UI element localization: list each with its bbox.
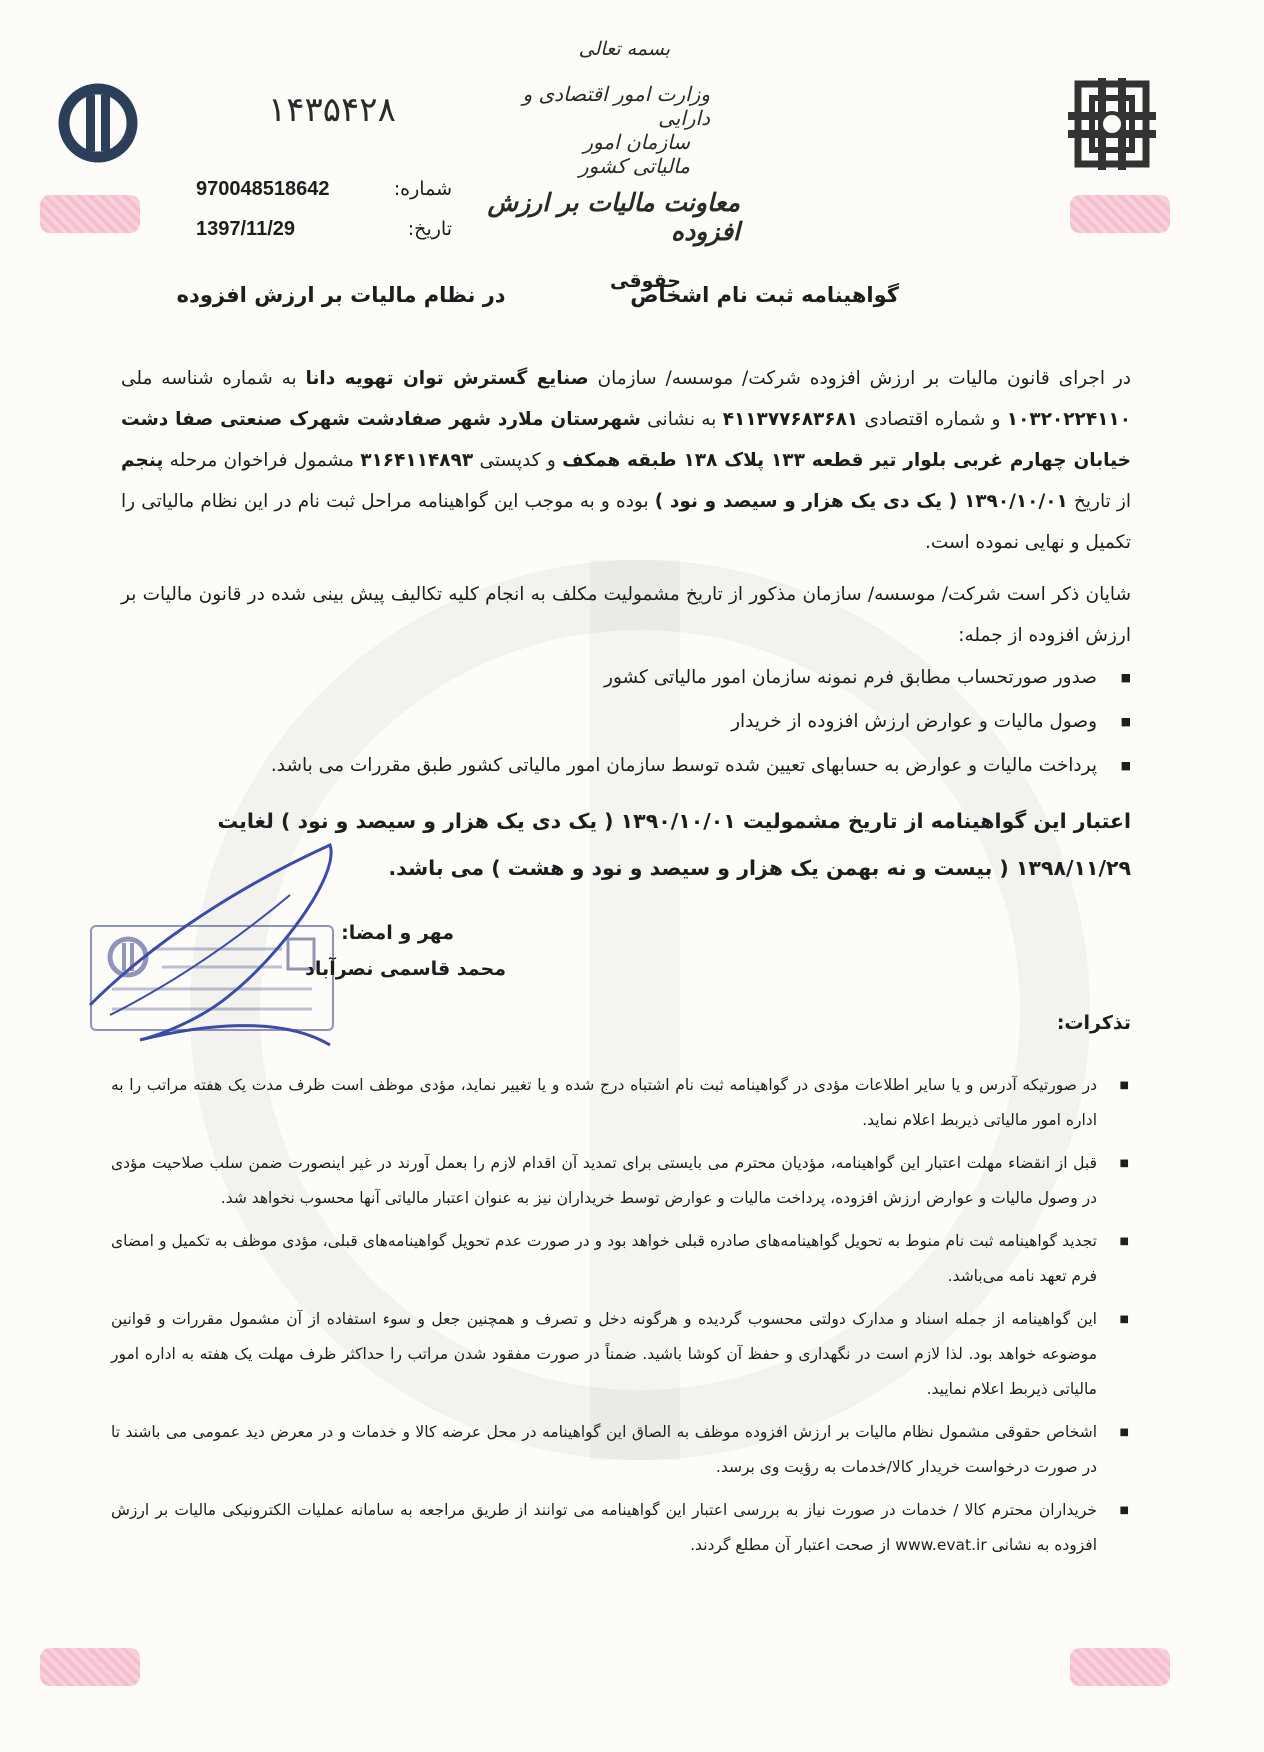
- p1-economic-label: و شماره اقتصادی: [864, 409, 1001, 430]
- list-item: ■ قبل از انقضاء مهلت اعتبار این گواهینامه، مؤدیان محترم می بایستی برای تمدید آن اقدام لازم را بعمل آورند در غیر اینصورت ضمن سلب صلاحیت مؤدی در وصول مالیات و عوارض ارزش افزوده، پرداخت مالیات و عوارض توسط خریداران نیز به عنوان اعتبار مالیاتی آنها محسوب نخواهد شد.: [111, 1146, 1131, 1216]
- obligations-list: [121, 656, 1131, 788]
- registration-paragraph: [121, 358, 1131, 563]
- ministry-emblem-icon: [1068, 78, 1156, 170]
- number-label: شماره:: [393, 178, 452, 200]
- list-item: ■ صدور صورتحساب مطابق فرم نمونه سازمان امور مالیاتی کشور: [121, 656, 1131, 700]
- department-name: معاونت مالیات بر ارزش افزوده: [487, 188, 740, 246]
- list-item: ■ در صورتیکه آدرس و یا سایر اطلاعات مؤدی در گواهینامه ثبت نام اشتباه درج شده و یا تغییر نماید، مؤدی موظف است ظرف مدت یک هفته مراتب را به اداره امور مالیاتی ذیربط اعلام نماید.: [111, 1068, 1131, 1138]
- phase: پنجم: [121, 450, 164, 471]
- tax-organization-logo-icon: [58, 83, 138, 163]
- security-mark-bottom-left: [40, 1648, 140, 1686]
- title-main: گواهینامه ثبت نام اشخاص: [630, 283, 899, 307]
- list-item: ■ اشخاص حقوقی مشمول نظام مالیات بر ارزش افزوده موظف به الصاق این گواهینامه در محل عرضه کالا و خدمات و در معرض دید عمومی می باشند تا در صورت درخواست خریدار کالا/خدمات به رؤیت وی برسد.: [111, 1415, 1131, 1485]
- list-item: ■ وصول مالیات و عوارض ارزش افزوده از خریدار: [121, 700, 1131, 744]
- handwritten-signature-icon: [80, 835, 360, 1055]
- national-id: ۱۰۳۲۰۲۲۴۱۱۰: [1006, 409, 1131, 430]
- date-label: تاریخ:: [407, 218, 452, 240]
- handwritten-serial-number: ۱۴۳۵۴۲۸: [268, 90, 396, 130]
- certificate-title: [177, 283, 899, 307]
- company-name: صنایع گسترش توان تهویه دانا: [305, 368, 589, 389]
- notes-title: تذکرات:: [1056, 1012, 1131, 1034]
- address: شهرستان ملارد شهر صفادشت شهرک صنعتی صفا دشت خیابان چهارم غربی بلوار تیر قطعه ۱۳۳ پلاک ۱۳۸ طبقه همکف: [121, 409, 1131, 471]
- certificate-number: 970048518642: [196, 178, 330, 200]
- basmala: بسمه تعالی: [578, 38, 670, 60]
- start-date: ۱۳۹۰/۱۰/۰۱ ( یک دی یک هزار و سیصد و نود ): [654, 491, 1068, 512]
- p1-phase-label: مشمول فراخوان مرحله: [169, 450, 354, 471]
- list-item: ■ پرداخت مالیات و عوارض به حسابهای تعیین شده توسط سازمان امور مالیاتی کشور طبق مقررات می باشد.: [121, 744, 1131, 788]
- organization-name: سازمان امور مالیاتی کشور: [579, 130, 690, 178]
- security-mark-top-left: [40, 195, 140, 233]
- economic-code: ۴۱۱۳۷۷۶۸۳۶۸۱: [722, 409, 859, 430]
- ministry-name: وزارت امور اقتصادی و دارایی: [522, 82, 710, 130]
- list-item: ■ تجدید گواهینامه ثبت نام منوط به تحویل گواهینامه‌های صادره قبلی خواهد بود و در صورت عدم تحویل گواهینامه‌های قبلی، مؤدی موظف به تکمیل و امضای فرم تعهد نامه می‌باشد.: [111, 1224, 1131, 1294]
- p1-from-label: از تاریخ: [1073, 491, 1131, 512]
- p1-intro: در اجرای قانون مالیات بر ارزش افزوده شرکت/ موسسه/ سازمان: [597, 368, 1132, 389]
- p1-postal-label: و کدپستی: [479, 450, 556, 471]
- p1-national-id-label: به شماره شناسه ملی: [121, 368, 297, 389]
- notes-list: [111, 1068, 1131, 1571]
- certificate-date: 1397/11/29: [196, 218, 295, 240]
- security-mark-top-right: [1070, 195, 1170, 233]
- title-entity-type: حقوقی: [610, 270, 681, 292]
- list-item: ■ خریداران محترم کالا / خدمات در صورت نیاز به بررسی اعتبار این گواهینامه می توانند از طریق مراجعه به سامانه عملیات الکترونیکی مالیات بر ارزش افزوده به نشانی www.evat.ir از صحت اعتبار آن مطلع گردند.: [111, 1493, 1131, 1563]
- title-suffix: در نظام مالیات بر ارزش افزوده: [176, 283, 506, 307]
- security-mark-bottom-right: [1070, 1648, 1170, 1686]
- postal-code: ۳۱۶۴۱۱۴۸۹۳: [360, 450, 474, 471]
- signatory-name: محمد قاسمی نصرآباد: [305, 958, 506, 980]
- validity-statement: اعتبار این گواهینامه از تاریخ مشمولیت ۱۳۹۰/۱۰/۰۱ ( یک دی یک هزار و سیصد و نود ) لغایت ۱۳۹۸/۱۱/۲۹ ( بیست و نه بهمن یک هزار و سیصد و نود و هشت ) می باشد.: [217, 809, 1131, 880]
- obligations-paragraph: شایان ذکر است شرکت/ موسسه/ سازمان مذکور از تاریخ مشمولیت مکلف به انجام کلیه تکالیف پیش بینی شده در قانون مالیات بر ارزش افزوده از جمله:: [121, 584, 1131, 646]
- p1-address-label: به نشانی: [647, 409, 717, 430]
- list-item: ■ این گواهینامه از جمله اسناد و مدارک دولتی محسوب گردیده و هرگونه دخل و تصرف و همچنین جعل و سوء استفاده از آن مشمول مقررات و قوانین موضوعه خواهد بود. لذا لازم است در نگهداری و حفظ آن کوشا باشید. ضمناً در صورت مفقود شدن مراتب را حداکثر ظرف مهلت یک هفته به اداره امور مالیاتی ذیربط اعلام نمایید.: [111, 1302, 1131, 1407]
- p1-end: بوده و به موجب این گواهینامه مراحل ثبت نام در این نظام مالیاتی را تکمیل و نهایی نموده است.: [121, 491, 1131, 553]
- signature-label: مهر و امضا:: [341, 922, 454, 944]
